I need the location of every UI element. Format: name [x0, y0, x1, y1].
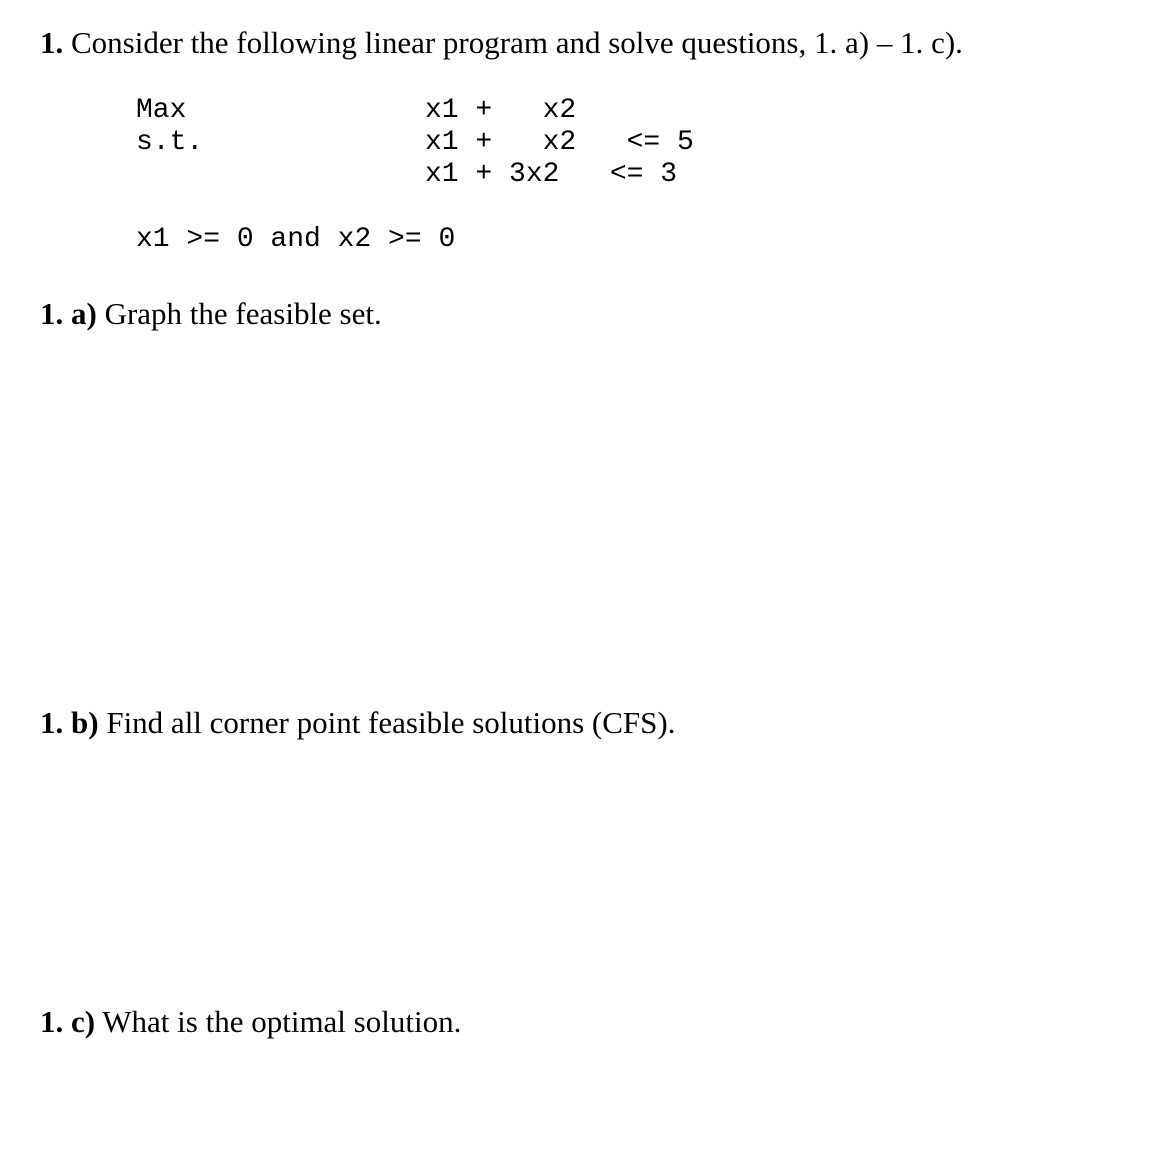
objective-function: x1 + x2 — [425, 95, 577, 126]
constraints-label: s.t. — [136, 127, 204, 158]
problem-intro-text: Consider the following linear program and solve questions, 1. a) – 1. c). — [63, 25, 963, 60]
question-c-text: What is the optimal solution. — [95, 1004, 462, 1039]
question-c-label: 1. c) — [40, 1004, 96, 1039]
question-b-text: Find all corner point feasible solutions (CFS). — [98, 705, 676, 740]
objective-label: Max — [136, 95, 187, 126]
question-a-text: Graph the feasible set. — [96, 296, 382, 331]
question-c — [40, 1006, 461, 1037]
constraint-2: x1 + 3x2 <= 3 — [425, 159, 678, 190]
question-b — [40, 707, 675, 738]
question-a — [40, 298, 382, 329]
nonnegativity-constraint: x1 >= 0 and x2 >= 0 — [136, 224, 456, 255]
problem-number: 1. — [40, 25, 64, 60]
constraint-1: x1 + x2 <= 5 — [425, 127, 694, 158]
problem-intro — [40, 27, 963, 58]
question-b-label: 1. b) — [40, 705, 99, 740]
question-a-label: 1. a) — [40, 296, 97, 331]
